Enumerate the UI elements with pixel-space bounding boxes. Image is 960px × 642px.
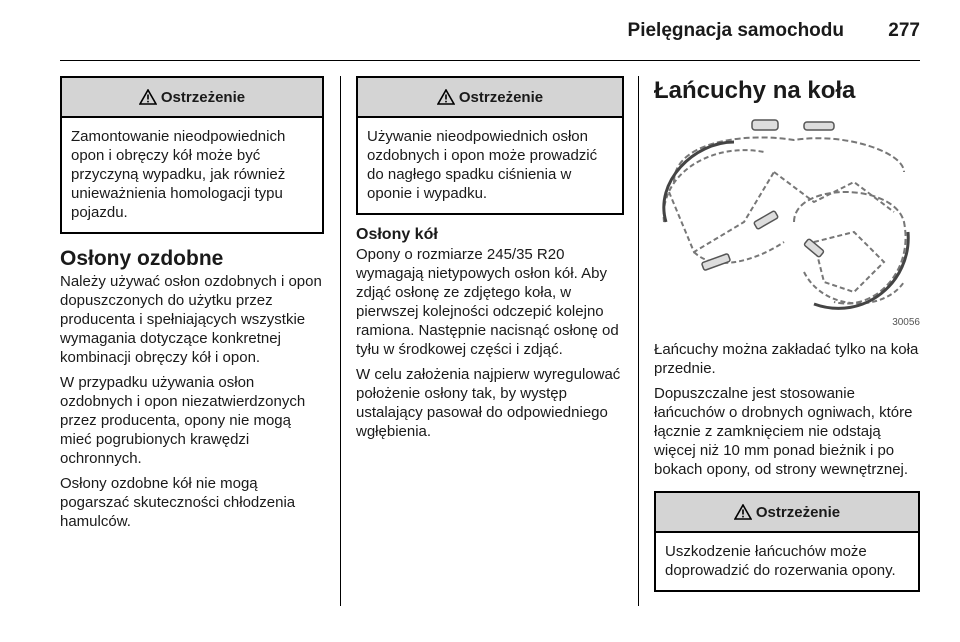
column-divider-2 [638,76,639,606]
paragraph: W przypadku używania osłon ozdobnych i opon niezatwierdzonych przez producenta, opony nie mogą mieć pogrubionych krawędzi ochronnych. [60,374,306,467]
figure-number: 30056 [892,317,920,328]
warning-header [656,493,918,533]
warning-box [356,76,624,215]
warning-text: Uszkodzenie łańcuchów może doprowadzić do rozerwania opony. [665,543,896,579]
column-divider-1 [340,76,341,606]
paragraph: Łańcuchy można zakładać tylko na koła przednie. [654,341,919,377]
page-header-title: Pielęgnacja samochodu [627,20,844,41]
header-rule [60,60,920,61]
section-heading-oslony-ozdobne: Osłony ozdobne [60,247,224,270]
warning-triangle-icon [139,89,157,105]
warning-box [654,491,920,592]
warning-triangle-icon [437,89,455,105]
snow-chains-illustration [654,112,920,330]
paragraph: Osłony ozdobne kół nie mogą pogarszać skuteczności chłodzenia hamulców. [60,475,296,530]
snow-chains-drawing [654,112,920,330]
paragraph: W celu założenia najpierw wyregulować położenie osłony tak, by występ ustalający pasował do odpowiedniego wgłębienia. [356,366,621,440]
paragraph: Należy używać osłon ozdobnych i opon dopuszczonych do użytku przez producenta i spełniających wszystkie wymagania dotyczące konkretnej kombinacji obręczy kół i opon. [60,273,322,366]
warning-label: Ostrzeżenie [755,503,841,521]
column-2 [356,76,624,447]
warning-triangle-icon [734,504,752,520]
paragraph: Opony o rozmiarze 245/35 R20 wymagają nietypowych osłon kół. Aby zdjąć osłonę ze zdjętego koła, w pierwszej kolejności odczepić kolejno ramiona. Następnie nacisnąć osłonę od tyłu w środkowej części i zdjąć. [356,246,619,358]
warning-text: Używanie nieodpowiednich osłon ozdobnych i opon może prowadzić do nagłego spadku ciśnienia w oponie i wypadku. [367,128,598,202]
column-3 [654,76,920,592]
page-number: 277 [888,20,920,41]
warning-text: Zamontowanie nieodpowiednich opon i obręczy kół może być przyczyną wypadku, jak również unieważnienia homologacji typu pojazdu. [71,128,286,221]
paragraph: Dopuszczalne jest stosowanie łańcuchów o drobnych ogniwach, które łącznie z zamknięciem nie odstają więcej niż 10 mm ponad bieżnik i po bokach opony, od strony wewnętrznej. [654,385,913,478]
warning-box [60,76,324,234]
section-heading-lancuchy: Łańcuchy na koła [654,77,856,104]
warning-header [358,78,622,118]
warning-header [62,78,322,118]
column-1 [60,76,324,537]
section-heading-oslony-kol: Osłony kół [356,226,438,243]
warning-label: Ostrzeżenie [160,88,246,106]
warning-label: Ostrzeżenie [458,88,544,106]
